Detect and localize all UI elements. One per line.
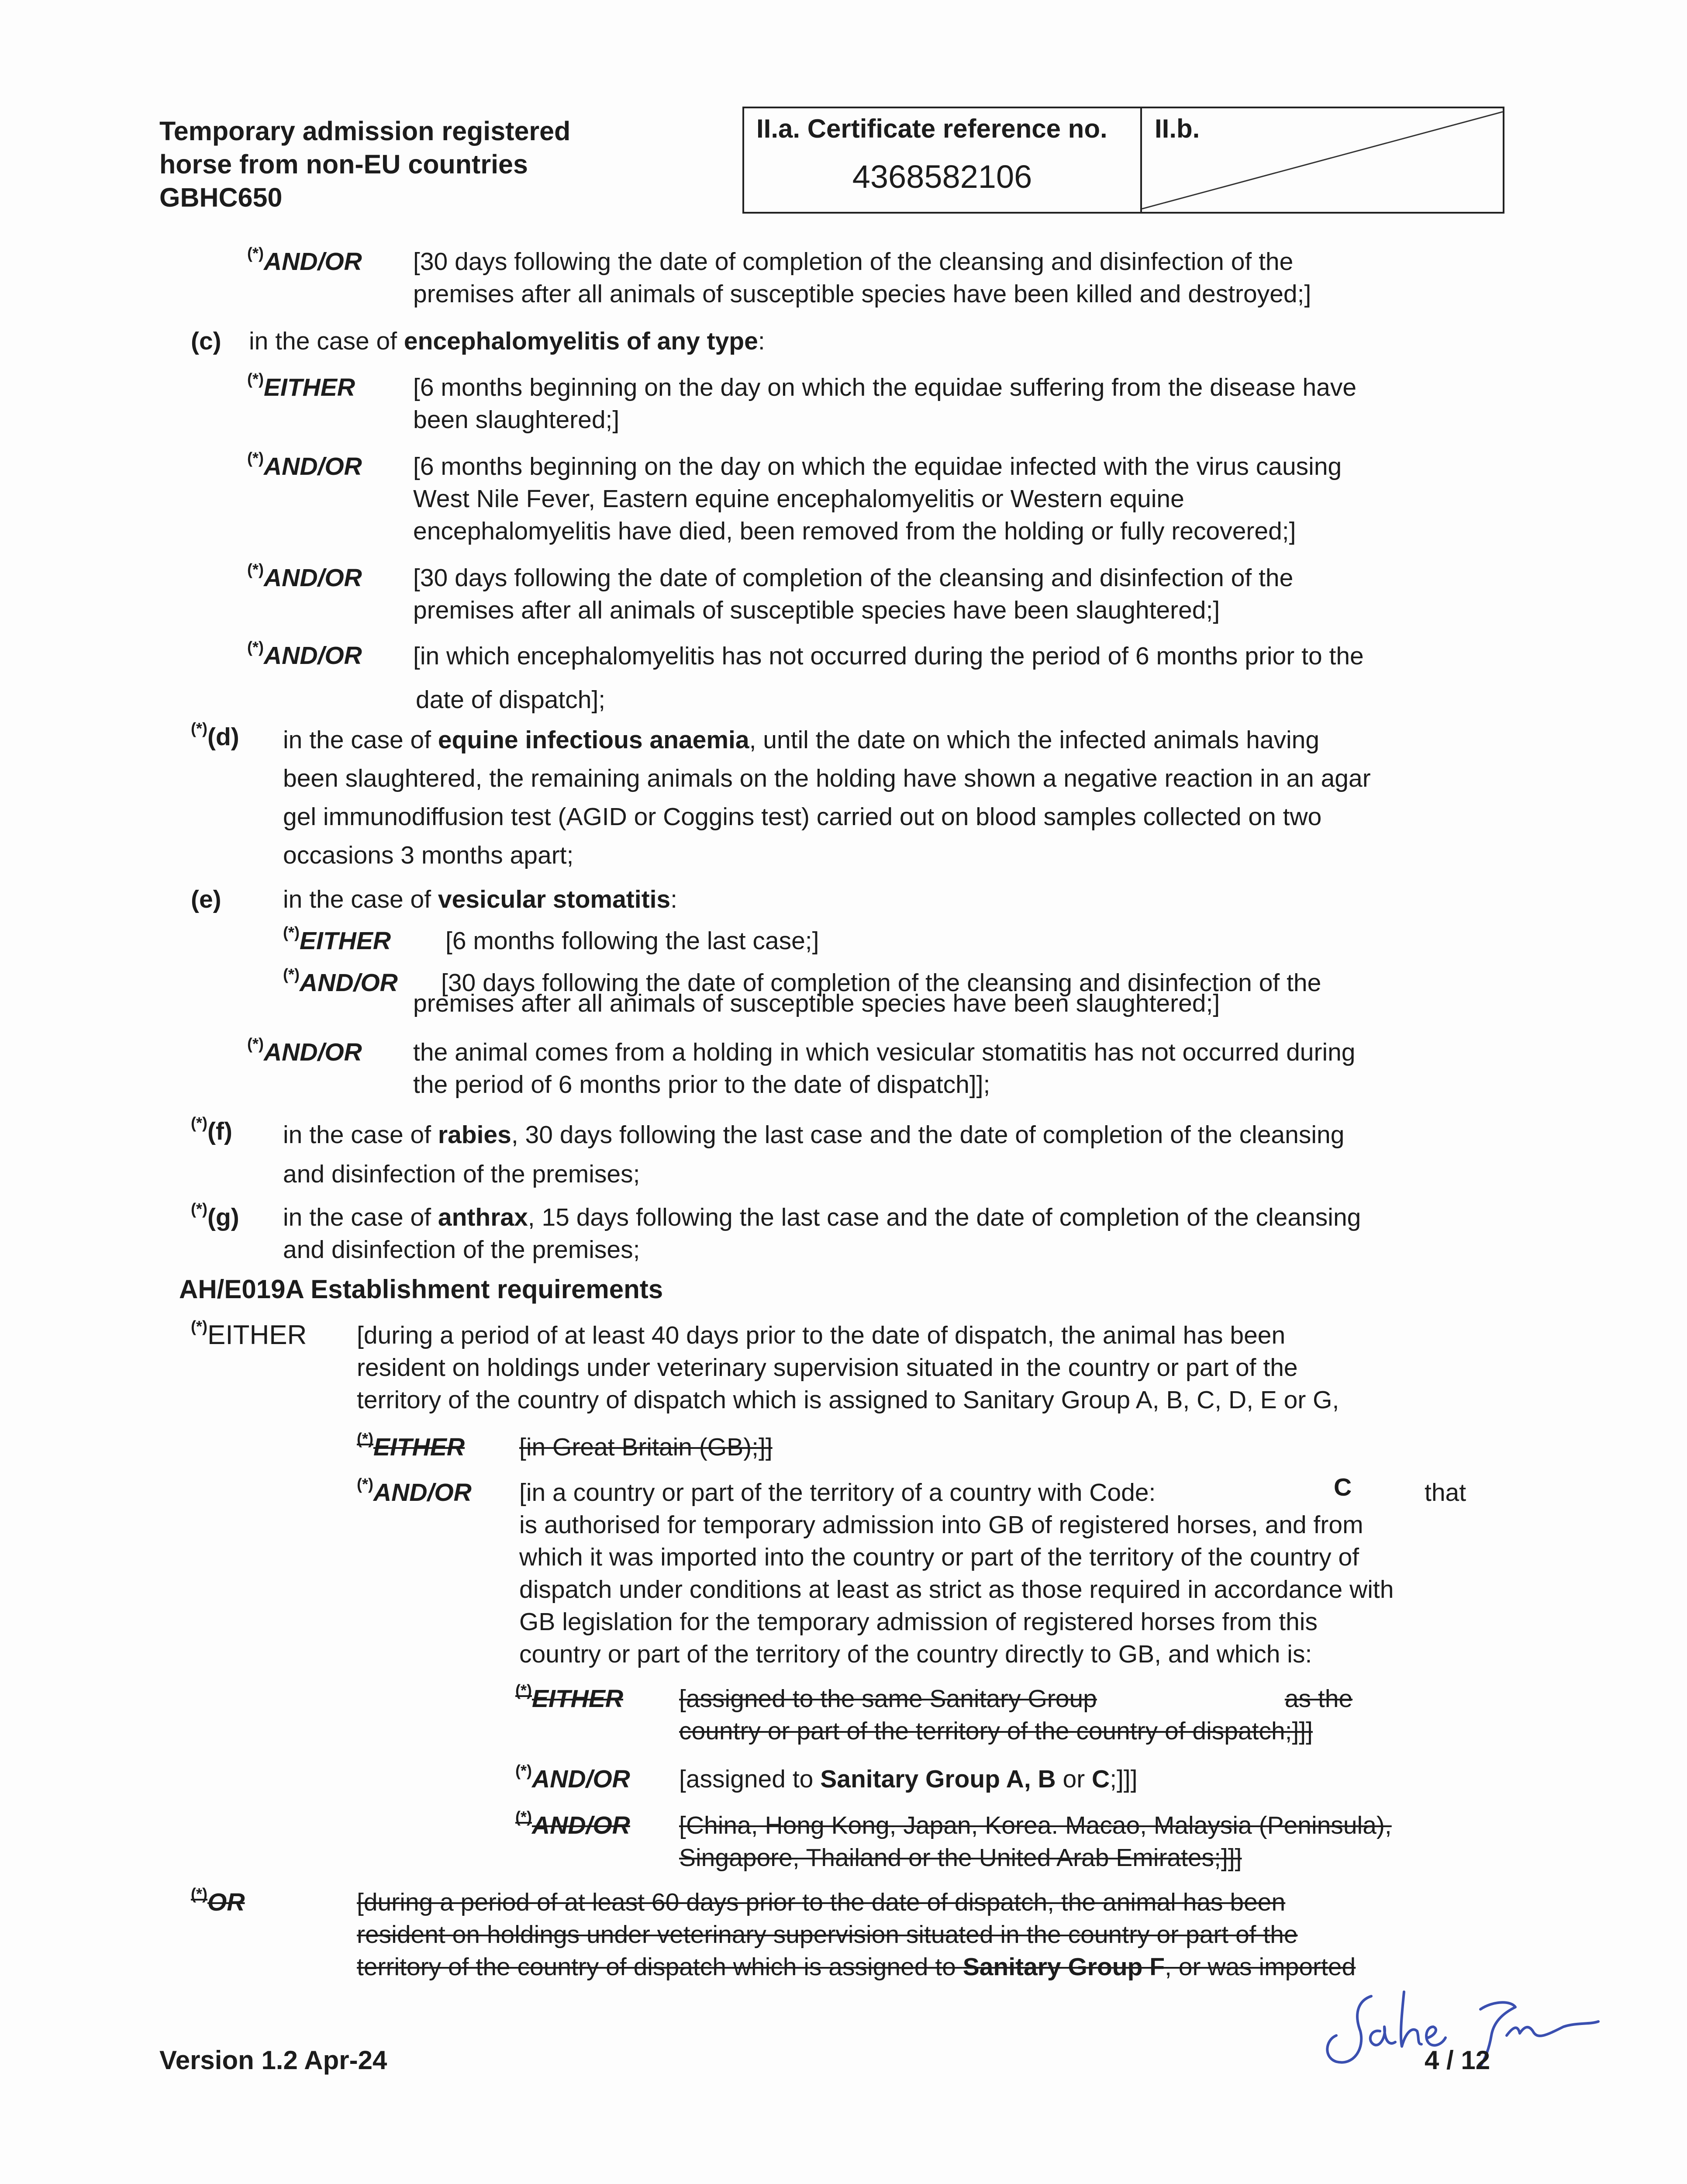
reference-number: 4368582106 [852,159,1032,195]
c1-text: [6 months beginning on the day on which the equidae suffering from the disease have been slaughtered;] [413,373,1357,434]
or-text: [during a period of at least 60 days prior to the date of dispatch, the animal has been resident on holdings under veterinary supervision situated in the country or part of the territory of the country of dispatch which is assigned to Sanitary Group F, or was imported [357,1888,1356,1981]
version-label: Version 1.2 Apr-24 [159,2046,387,2075]
item-f-text: in the case of rabies, 30 days following the last case and the date of completion of the cleansing and disinfection of the premises; [283,1121,1345,1188]
e1-text: [6 months following the last case;] [445,927,819,955]
s3-text: [China, Hong Kong, Japan, Korea. Macao, Malaysia (Peninsula), Singapore, Thailand or the United Arab Emirates;]]] [679,1811,1392,1872]
reference-cell [744,108,1142,212]
c3-label: (*)AND/OR [247,560,362,592]
item-c-label: (c) [191,327,221,355]
item-c-text: in the case of encephalomyelitis of any type: [249,327,765,355]
title-line-1: Temporary admission registered [159,116,571,146]
c4-label: (*)AND/OR [247,638,362,670]
gb-either-text: [in Great Britain (GB);]] [519,1433,773,1461]
either-40-text: [during a period of at least 40 days prior to the date of dispatch, the animal has been resident on holdings under veterinary supervision situated in the country or part of the territory of the country of dispatch which is assigned to Sanitary Group A, B, C, D, E or G, [357,1321,1339,1414]
item-f-label: (*)(f) [191,1114,232,1145]
certificate-code: GBHC650 [159,183,283,212]
item-d-text: in the case of equine infectious anaemia, until the date on which the infected animals having been slaughtered, the remaining animals on the holding have shown a negative reaction in an agar gel immunodiffusion test (AGID or Coggins test) carried out on blood samples collected on two occasions 3 months apart; [283,726,1371,869]
or-label: (*)OR [191,1885,245,1916]
gb-either-label: (*)EITHER [357,1430,465,1461]
b-andor-text: [30 days following the date of completion of the cleansing and disinfection of the premises after all animals of susceptible species have been killed and destroyed;] [413,248,1311,308]
s2-label: (*)AND/OR [515,1762,630,1793]
e2-text-line2: premises after all animals of susceptible species have been slaughtered;] [413,989,1220,1017]
e2-text-line1: [30 days following the date of completion of the cleansing and disinfection of the [441,969,1321,997]
s1-line2: country or part of the territory of the country of dispatch;]]] [679,1717,1313,1745]
country-andor-line1: [in a country or part of the territory of a country with Code: [519,1479,1156,1507]
e3-text: the animal comes from a holding in which vesicular stomatitis has not occurred during the period of 6 months prior to the date of dispatch]]; [413,1038,1356,1099]
e3-label: (*)AND/OR [247,1035,362,1066]
c1-label: (*)EITHER [247,370,355,401]
b-andor-label: (*)AND/OR [247,244,362,276]
iib-diagonal-line [1142,108,1503,212]
either-40-label: (*)EITHER [191,1317,307,1350]
title-line-2: horse from non-EU countries [159,149,528,179]
section-heading: AH/E019A Establishment requirements [179,1275,663,1304]
c2-text: [6 months beginning on the day on which the equidae infected with the virus causing West Nile Fever, Eastern equine encephalomyelitis or Western equine encephalomyelitis have died, been removed from the holding or fully recovered;] [413,453,1342,545]
item-d-label: (*)(d) [191,719,239,751]
c3-text: [30 days following the date of completion of the cleansing and disinfection of the premises after all animals of susceptible species have been slaughtered;] [413,564,1294,624]
s3-label: (*)AND/OR [515,1808,630,1839]
country-andor-line1-end: that [1425,1479,1466,1507]
country-code-value: C [1334,1473,1352,1501]
country-andor-text: is authorised for temporary admission into GB of registered horses, and from which it was imported into the country or part of the territory of the country of dispatch under conditions at least as strict as those required in accordance with GB legislation for the temporary admission of registered horses from this country or part of the territory of the country directly to GB, and which is: [519,1511,1394,1668]
item-g-label: (*)(g) [191,1200,239,1231]
s1-line1: [assigned to the same Sanitary Group as the [679,1685,1353,1713]
page-number: 4 / 12 [1425,2046,1490,2075]
iib-label: II.b. [1155,114,1200,143]
item-e-text: in the case of vesicular stomatitis: [283,885,677,913]
certificate-reference-box [742,107,1504,214]
s2-text: [assigned to Sanitary Group A, B or C;]]] [679,1765,1138,1793]
c2-label: (*)AND/OR [247,449,362,480]
document-title [159,114,570,214]
c4-text: [in which encephalomyelitis has not occurred during the period of 6 months prior to the date of dispatch]; [413,642,1364,714]
country-andor-label: (*)AND/OR [357,1475,472,1507]
item-e-label: (e) [191,885,221,913]
reference-label: II.a. Certificate reference no. [756,114,1107,143]
s1-label: (*)EITHER [515,1681,624,1713]
item-g-text: in the case of anthrax, 15 days following the last case and the date of completion of the cleansing and disinfection of the premises; [283,1203,1361,1264]
e2-label: (*)AND/OR [283,965,398,997]
e1-label: (*)EITHER [283,923,391,955]
